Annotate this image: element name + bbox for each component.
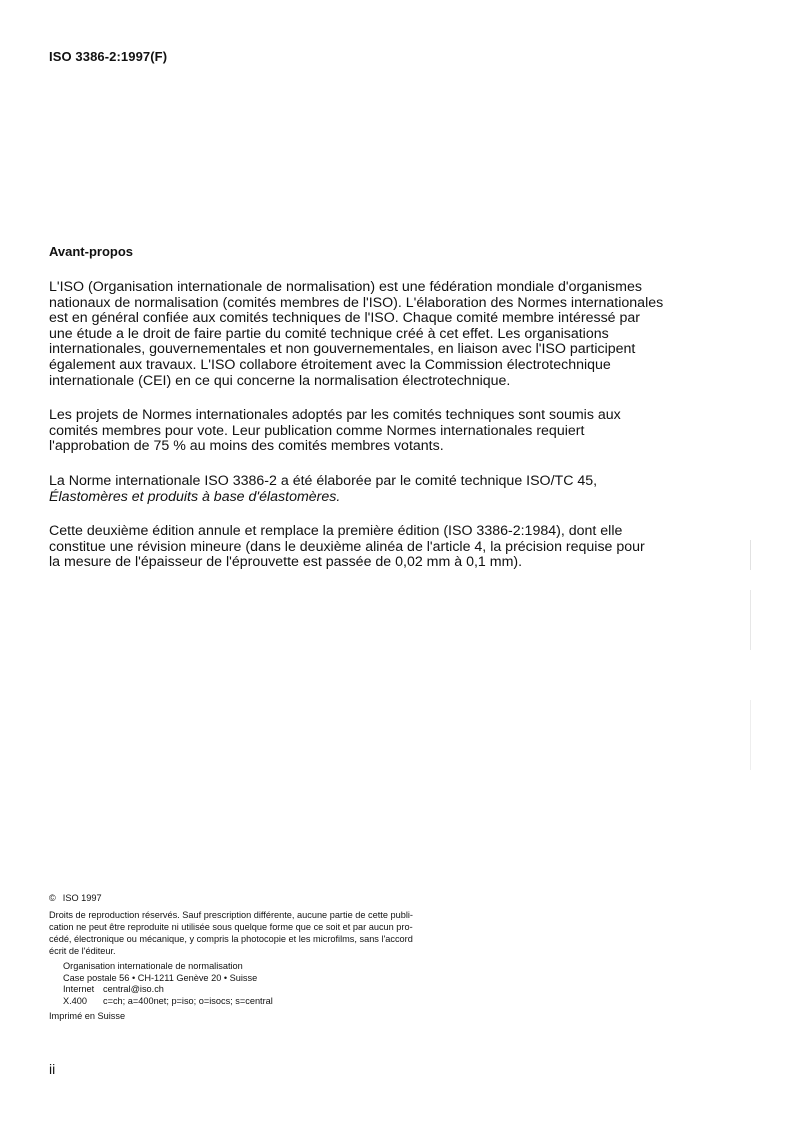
foreword-paragraph-4	[49, 524, 739, 571]
foreword-paragraph-3	[49, 474, 739, 505]
x400-address: c=ch; a=400net; p=iso; o=isocs; s=central	[103, 995, 273, 1006]
postal-address: Case postale 56 • CH-1211 Genève 20 • Suisse	[63, 972, 258, 983]
text-line: L'ISO (Organisation internationale de normalisation) est une fédération mondiale d'organismes	[49, 279, 642, 295]
internet-address: central@iso.ch	[103, 984, 164, 995]
committee-title-italic: Élastomères et produits à base d'élastomères.	[49, 488, 341, 505]
scan-artifact	[750, 540, 751, 570]
text-line: écrit de l'éditeur.	[49, 946, 116, 956]
text-line: la mesure de l'épaisseur de l'éprouvette est passée de 0,02 mm à 0,1 mm).	[49, 554, 523, 571]
text-line: est en général confiée aux comités techniques de l'ISO. Chaque comité membre intéressé par	[49, 310, 641, 327]
text-line: comités membres pour vote. Leur publication comme Normes internationales requiert	[49, 422, 585, 439]
text-line: nationaux de normalisation (comités membres de l'ISO). L'élaboration des Normes internationales	[49, 294, 664, 311]
text-line: constitue une révision mineure (dans le deuxième alinéa de l'article 4, la précision requise pour	[49, 538, 645, 555]
rights-statement	[49, 909, 509, 957]
scan-artifact	[750, 700, 751, 770]
document-id-header: ISO 3386-2:1997(F)	[49, 49, 168, 64]
text-line: également aux travaux. L'ISO collabore étroitement avec la Commission électrotechnique	[49, 356, 611, 373]
foreword-title: Avant-propos	[49, 244, 134, 259]
foreword-section	[49, 244, 739, 590]
text-line: l'approbation de 75 % au moins des comités membres votants.	[49, 438, 444, 455]
org-name: Organisation internationale de normalisation	[63, 961, 243, 971]
text-line: cédé, électronique ou mécanique, y compris la photocopie et les microfilms, sans l'accord	[49, 934, 413, 944]
internet-label: Internet	[63, 984, 95, 995]
text-line: internationales, gouvernementales et non gouvernementales, en liaison avec l'ISO participent	[49, 341, 636, 358]
copyright-year: ISO 1997	[62, 893, 102, 903]
text-line: internationale (CEI) en ce qui concerne la normalisation électrotechnique.	[49, 372, 511, 389]
text-line: Les projets de Normes internationales adoptés par les comités techniques sont soumis aux	[49, 407, 621, 424]
text-line: une étude a le droit de faire partie du comité technique créé à cet effet. Les organisations	[49, 325, 609, 342]
scan-artifact	[750, 590, 751, 650]
copyright-icon: ©	[49, 893, 56, 903]
page-number: ii	[49, 1061, 56, 1077]
copyright-notice	[49, 893, 509, 1021]
x400-label: X.400	[63, 995, 88, 1006]
foreword-paragraph-1	[49, 280, 739, 389]
text-line: La Norme internationale ISO 3386-2 a été élaborée par le comité technique ISO/TC 45,	[49, 472, 598, 489]
publisher-address	[63, 961, 509, 1007]
text-line: Droits de reproduction réservés. Sauf prescription différente, aucune partie de cette publi-	[49, 910, 413, 920]
text-line: cation ne peut être reproduite ni utilisée sous quelque forme que ce soit et par aucun pro-	[49, 922, 413, 932]
text-line: Cette deuxième édition annule et remplace la première édition (ISO 3386-2:1984), dont elle	[49, 523, 623, 540]
foreword-paragraph-2	[49, 408, 739, 455]
printed-in: Imprimé en Suisse	[49, 1011, 126, 1022]
